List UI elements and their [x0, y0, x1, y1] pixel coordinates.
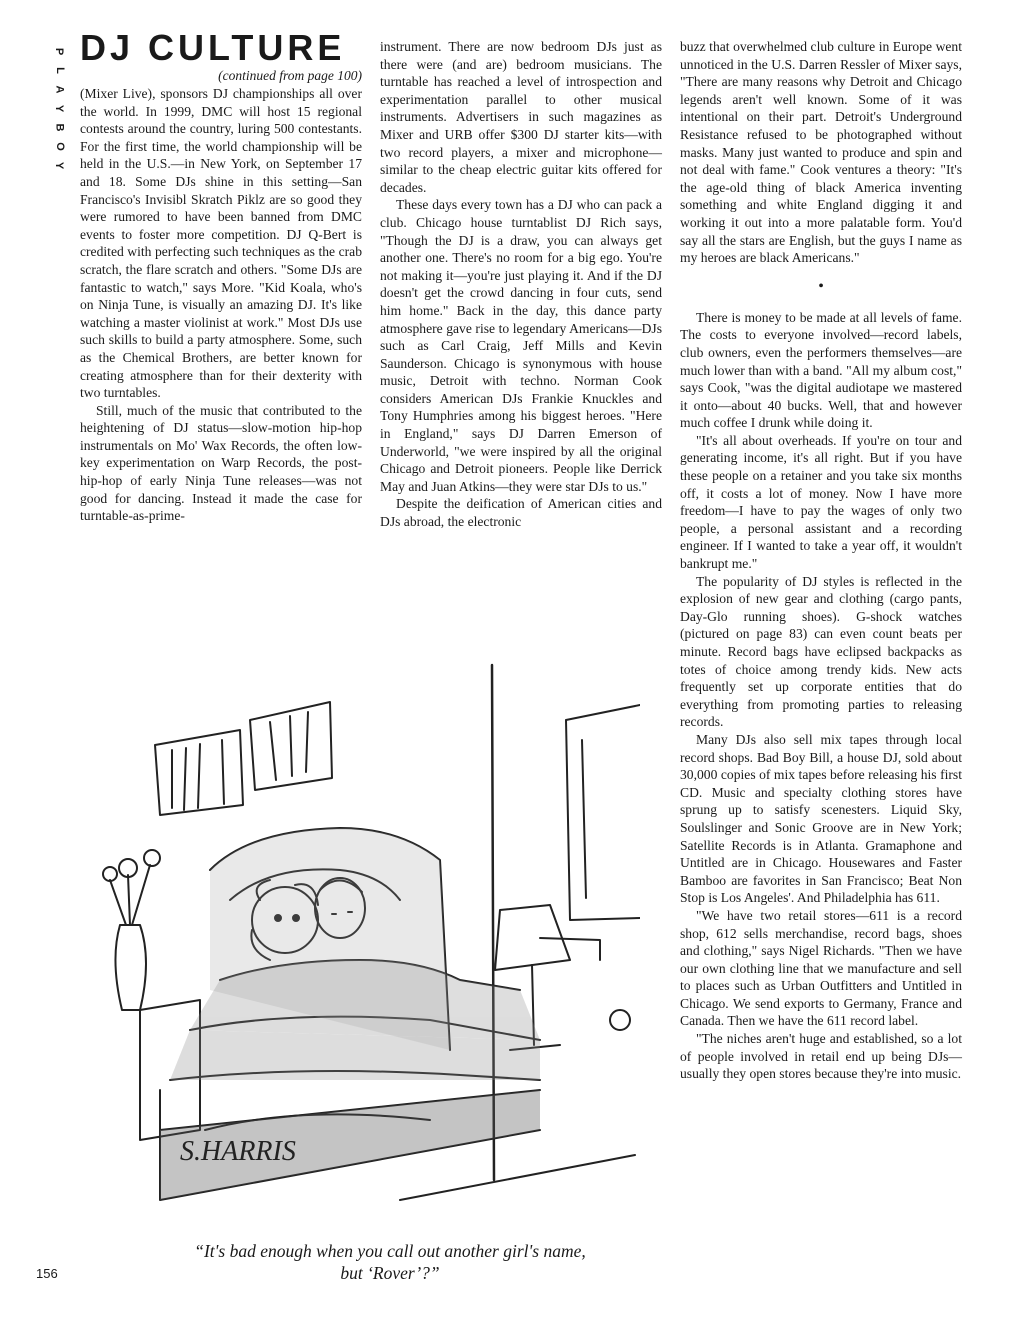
article-column-1 — [80, 85, 362, 525]
article-headline: DJ CULTURE — [80, 27, 346, 68]
caption-line: “It's bad enough when you call out another girl's name, — [194, 1241, 586, 1261]
spine-letter: Y — [53, 104, 66, 113]
spine-letter: P — [53, 47, 66, 56]
paragraph: "The niches aren't huge and established, so a lot of people involved in retail end up being DJs—usually they open stores because they're into music. — [680, 1031, 962, 1082]
paragraph: "We have two retail stores—611 is a record shop, 612 sells merchandise, record bags, shoes and clothing," says Nigel Richards. "Then we have our own clothing line that we manufacture and sell to places such as Urban Outfitters and Untitled in Chicago. We send exports to Germany, France and Canada. Then we have the 611 record label. — [680, 907, 962, 1029]
spine-letter: Y — [53, 161, 66, 170]
spine-letter: L — [53, 67, 66, 74]
article-column-2 — [380, 38, 662, 531]
spine-letter: O — [53, 142, 66, 151]
article-column-3 — [680, 38, 962, 1083]
paragraph: Still, much of the music that contributed to the heightening of DJ status—slow-motion hip-hop instrumentals on Mo' Wax Records, the often low-key experimentation on Warp Records, the post-hip-hop of early Ninja Tune releases—was not good for dancing. Instead it made the case for turntable-as-prime- — [80, 402, 362, 524]
cartoon-caption — [130, 1240, 650, 1284]
paragraph: These days every town has a DJ who can pack a club. Chicago house turntablist DJ Rich says, "Though the DJ is a draw, you can always get another one. There's no room for a big ego. You're not making it—you're just playing it. And if the DJ doesn't get the crowd dancing in four cuts, send him home." Back in the day, this dance party atmosphere gave rise to legendary Americans—DJs such as Carl Craig, Jeff Mills and Kevin Saunderson. Chicago is synonymous with house music, Detroit with techno. Norman Cook considers American DJs Frankie Knuckles and Tony Humphries among his biggest heroes. "Here in England," says DJ Darren Emerson of Underworld, "we were inspired by all the original Chicago and Detroit pioneers. People like Derrick May and Juan Atkins—they were star DJs to us." — [380, 197, 662, 494]
paragraph: Many DJs also sell mix tapes through local record shops. Bad Boy Bill, a house DJ, sold about 30,000 copies of mix tapes before releasing his first CD. Music and specialty clothing stores have sprung up to satisfy scenesters. Liquid Sky, Soulslinger and Sonic Groove are in New York; Satellite Records is in Atlanta. Gramaphone and Untitled are in Chicago. Housewares and Faster Bamboo are favorites in San Francisco; Beat Non Stop is Los Angeles'. And Philadelphia has 611. — [680, 731, 962, 906]
paragraph: The popularity of DJ styles is reflected in the explosion of new gear and clothing (cargo pants, Day-Glo running shoes). G-shock watches (pictured on page 83) can even count beats per minute. Record bags have eclipsed backpacks as totes of choice among trendy kids. New acts frequently set up corporate entities that do everything from promoting parties to releasing records. — [680, 573, 962, 730]
spine-letter: A — [53, 85, 66, 94]
paragraph: instrument. There are now bedroom DJs just as there were (and are) bedroom musicians. The turntable has reached a level of introspection and experimentation parallel to other musical instruments. Advertisers in such magazines as Mixer and URB offer $300 DJ starter kits—with two record players, a mixer and microphone—similar to the cheap electric guitar kits offered for decades. — [380, 39, 662, 195]
magazine-spine — [52, 42, 66, 175]
paragraph: (Mixer Live), sponsors DJ championships all over the world. In 1999, DMC will host 15 regional contests around the country, luring 500 contestants. For the first time, the world championship will be held in the U.S.—in New York, on September 17 and 18. Some DJs shine in this setting—San Francisco's Invisibl Skratch Piklz are so good they were rumored to have been banned from DMC events to foster more competition. DJ Q-Bert is credited with perfecting such techniques as the crab scratch, the flare scratch and others. "Some DJs are fantastic to watch," says More. "Kid Koala, who's on Ninja Tune, is visually an amazing DJ. It's like watching a master violinist at work." Most DJs use such skills to build a party atmosphere. Some, such as the Chemical Brothers, are better known for creating atmosphere than for their dexterity with two turntables. — [80, 86, 362, 401]
paragraph: buzz that overwhelmed club culture in Europe went unnoticed in the U.S. Darren Ressler of Mixer says, "There are many reasons why Detroit and Chicago legends aren't well known. Some of it was intentional on their part. Detroit's Underground Resistance refused to be photographed without masks. Many just wanted to produce and spin and not deal with fame." Cook ventures a theory: "It's the age-old thing of black America inventing something and white England digging it and working it out into a more palatable form. You'd say all the stars are English, but the guys I name as my heroes are black Americans." — [680, 39, 962, 266]
continued-from-note: (continued from page 100) — [218, 68, 362, 83]
cartoonist-signature: S.HARRIS — [180, 1136, 296, 1167]
paragraph: "It's all about overheads. If you're on tour and generating income, it's all right. But if you have these people on a retainer and you take six months off, it costs a lot of money. Now I have more freedom—I have to pay the wages of only two people, a personal assistant and a recording engineer. If I wanted to take a year off, it wouldn't bankrupt me." — [680, 432, 962, 572]
spine-letter: B — [53, 123, 66, 132]
cartoon-illustration — [100, 660, 640, 1230]
section-separator: • — [818, 277, 824, 295]
paragraph: Despite the deification of American cities and DJs abroad, the electronic — [380, 496, 662, 530]
paragraph: There is money to be made at all levels of fame. The costs to everyone involved—record labels, club owners, even the performers themselves—are much lower than with a band. "All my album cost," says Cook, "was the digital audiotape we mastered it onto—about 40 bucks. Well, that and however much coffee I drunk while doing it. — [680, 309, 962, 431]
page-number: 156 — [36, 1266, 58, 1281]
caption-line: but ‘Rover’?” — [340, 1263, 440, 1283]
